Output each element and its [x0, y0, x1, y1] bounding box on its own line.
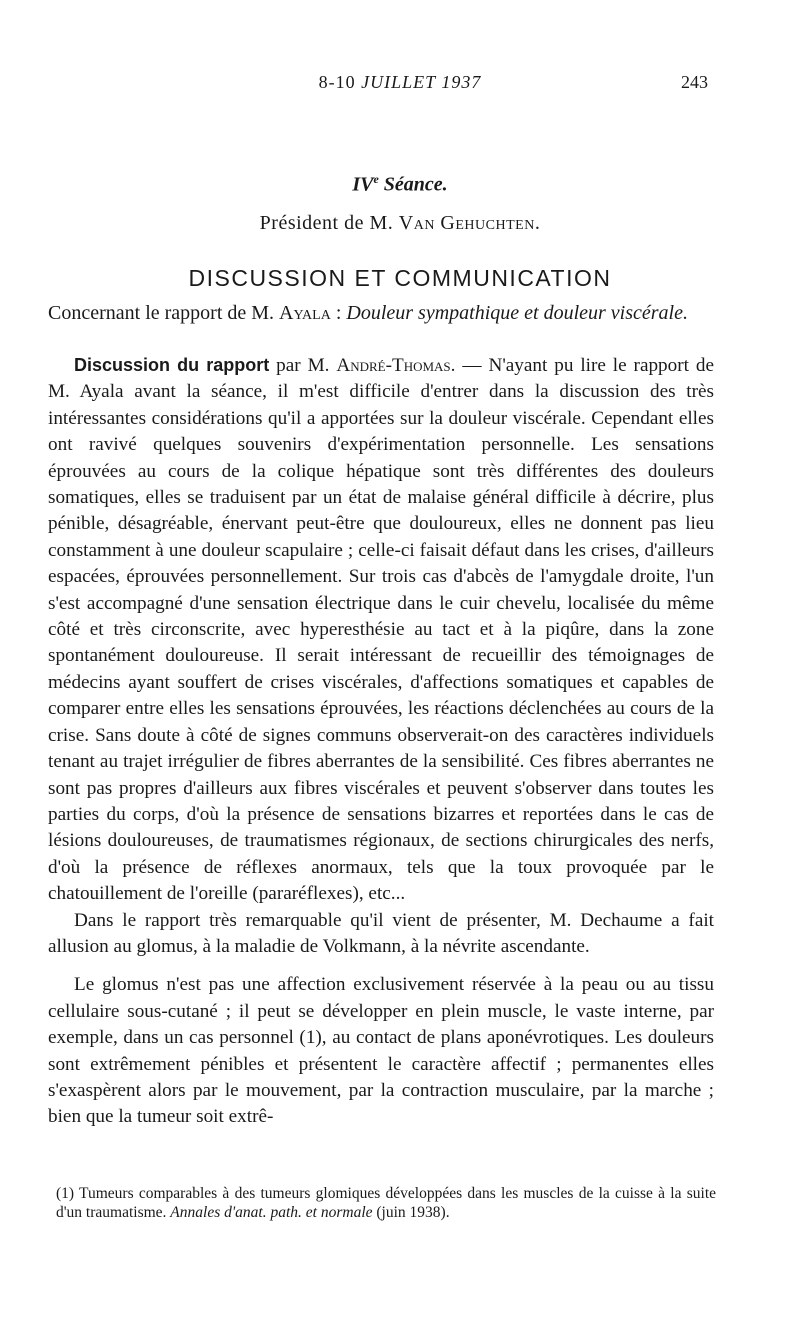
session-label: Séance. — [378, 173, 448, 196]
discussion-speaker: André-Thomas — [336, 355, 451, 376]
running-title — [0, 72, 800, 93]
concerning-title: Douleur sympathique et douleur viscérale. — [346, 302, 688, 324]
paragraph-glomus: Le glomus n'est pas une affection exclusivement réservée à la peau ou au tissu cellulaire sous-cutané ; il peut se développer en plein muscle, le vaste interne, par exemple, dans un cas personnel (1), au contact de plans aponévrotiques. Les douleurs sont extrêmement pénibles et présentent le caractère affectif ; permanentes elles s'exaspèrent alors par le mouvement, par la contraction musculaire, par la marche ; bien que la tumeur soit extrê- — [48, 974, 714, 1128]
running-date: 8-10 — [318, 72, 362, 92]
president-name: Van Gehuchten — [398, 212, 535, 234]
concerning-line — [48, 302, 708, 325]
discussion-text: . — N'ayant pu lire le rapport de M. Ayala avant la séance, il m'est difficile d'entrer dans la discussion des très intéressantes considérations qu'il a apportées sur la douleur viscérale. Cependant elles ont ravivé quelques souvenirs d'expérimentation personnelle. Les sensations éprouvées au cours de la colique hépatique sont très différentes des douleurs somatiques, elles se traduisent par un état de malaise général difficile à décrire, plus pénible, désagréable, énervant peut-être que douloureux, elles ne donnent pas lieu constamment à une douleur scapulaire ; celle-ci faisait défaut dans les crises, d'ailleurs espacées, éprouvées personnellement. Sur trois cas d'abcès de l'amygdale droite, l'un s'est accompagné d'une sensation électrique dans le cuir chevelu, localisée du même côté et très circonscrite, avec hyperesthésie au tact et à la piqûre, dans la zone spontanément douloureuse. Il serait intéressant de recueillir des témoignages de médecins ayant souffert de crises viscérales, d'affections somatiques et capables de comparer entre elles les sensations éprouvées, les réactions déclenchées au cours de la crise. Sans doute à côté de signes communs observerait-on des caractères individuels tenant au trajet irrégulier de fibres aberrantes de la sensibilité. Ces fibres aberrantes ne sont pas propres d'ailleurs aux fibres viscérales et peuvent s'observer dans toutes les parties du corps, d'où la présence de sensations bizarres et reportées dans le cas de lésions douloureuses, de traumatismes régionaux, de sections chirurgicales des nerfs, d'où la présence de réflexes anormaux, tels que la toux provoquée par le chatouillement de l'oreille (pararéflexes), etc... — [48, 355, 714, 905]
paragraph-gap — [48, 960, 714, 972]
session-title — [0, 172, 800, 197]
footnote-date: (juin 1938). — [372, 1204, 450, 1221]
session-roman: IV — [352, 173, 374, 196]
footnote — [56, 1184, 716, 1222]
discussion-lead: Discussion du rapport — [74, 355, 270, 375]
president-suffix: . — [534, 212, 541, 234]
president-line — [0, 212, 800, 235]
concerning-prefix: Concernant le rapport de M. — [48, 302, 280, 324]
page-number: 243 — [681, 72, 708, 92]
body-text — [48, 352, 714, 1131]
concerning-name: Ayala — [279, 302, 331, 324]
running-head — [0, 72, 800, 96]
footnote-journal: Annales d'anat. path. et normale — [170, 1204, 373, 1221]
footnote-text — [56, 1184, 716, 1222]
running-month-year: JUILLET 1937 — [361, 72, 482, 92]
concerning-separator: : — [330, 302, 347, 324]
session-superscript: e — [373, 172, 379, 186]
paragraph-dechaume: Dans le rapport très remarquable qu'il vient de présenter, M. Dechaume a fait allusion au glomus, à la maladie de Volkmann, à la névrite ascendante. — [48, 909, 714, 957]
discussion-by: par M. — [269, 355, 337, 376]
section-heading: DISCUSSION ET COMMUNICATION — [188, 265, 612, 291]
discussion-paragraph — [48, 352, 714, 908]
president-prefix: Président de M. — [259, 212, 399, 234]
footnote-body: (1) Tumeurs comparables à des tumeurs glomiques développées dans les muscles de la cuisse à la suite d'un traumatisme. — [56, 1185, 716, 1221]
